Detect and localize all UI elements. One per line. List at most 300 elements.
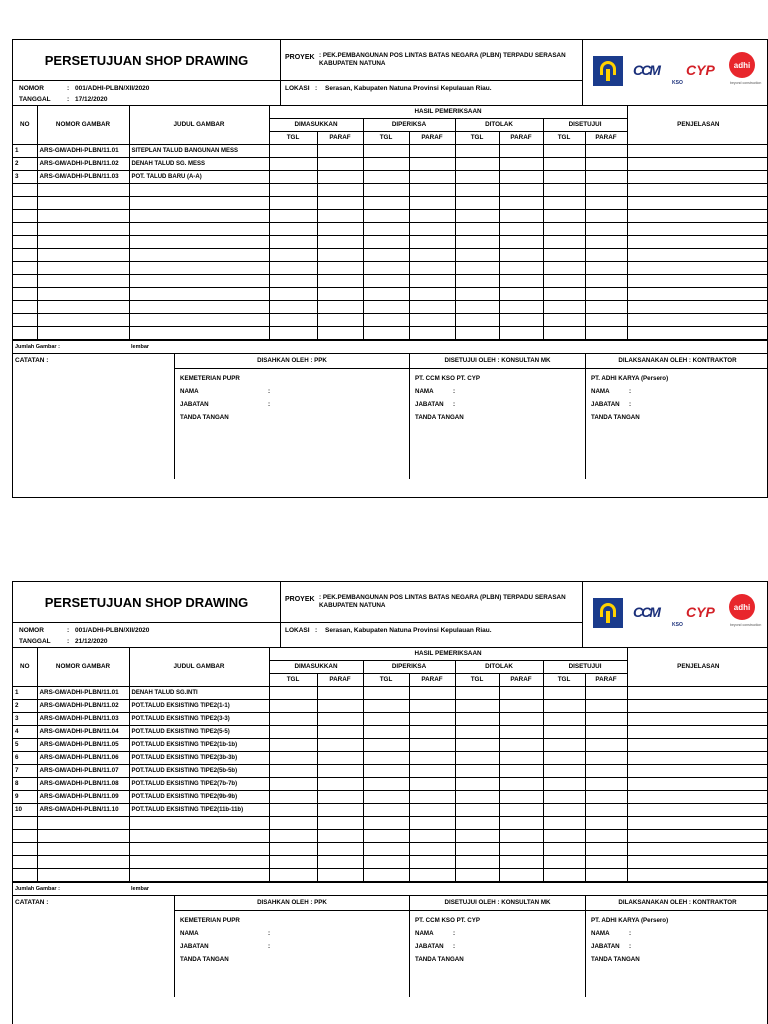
row-nomor-gambar xyxy=(37,816,129,829)
row-cell xyxy=(409,712,455,725)
table-row xyxy=(13,764,768,777)
col-nomor-gambar: NOMOR GAMBAR xyxy=(37,648,129,686)
jabatan-label: JABATAN xyxy=(415,400,444,408)
col-penjelasan: PENJELASAN xyxy=(627,648,768,686)
row-cell xyxy=(317,261,363,274)
col-tgl: TGL xyxy=(455,131,499,144)
row-cell xyxy=(455,157,499,170)
row-cell xyxy=(499,699,543,712)
row-cell xyxy=(317,803,363,816)
nama-colon: : xyxy=(453,929,456,937)
row-nomor-gambar xyxy=(37,868,129,881)
table-row xyxy=(13,300,768,313)
row-no xyxy=(13,209,37,222)
row-nomor-gambar xyxy=(37,209,129,222)
row-cell xyxy=(499,287,543,300)
shop-drawing-form-2 xyxy=(12,581,768,1024)
row-cell xyxy=(363,829,409,842)
ppk-org: KEMETERIAN PUPR xyxy=(180,374,240,382)
tanda-tangan-label: TANDA TANGAN xyxy=(180,413,229,421)
row-cell xyxy=(269,686,317,699)
ppk-org: KEMETERIAN PUPR xyxy=(180,916,240,924)
kso-logo: KSO xyxy=(672,80,683,86)
row-cell xyxy=(409,300,455,313)
row-cell xyxy=(543,170,585,183)
row-no: 3 xyxy=(13,170,37,183)
disahkan-label: DISAHKAN OLEH : PPK xyxy=(175,896,409,911)
row-cell xyxy=(317,248,363,261)
disahkan-label: DISAHKAN OLEH : PPK xyxy=(175,354,409,369)
row-cell xyxy=(409,725,455,738)
table-row xyxy=(13,777,768,790)
row-cell xyxy=(627,196,768,209)
row-no xyxy=(13,829,37,842)
row-cell xyxy=(499,725,543,738)
col-paraf: PARAF xyxy=(409,673,455,686)
row-cell xyxy=(543,274,585,287)
row-cell xyxy=(499,842,543,855)
lokasi-colon: : xyxy=(315,627,318,634)
row-cell xyxy=(269,196,317,209)
lokasi-block xyxy=(281,81,583,106)
tanggal-value: 21/12/2020 xyxy=(75,638,108,645)
row-judul-gambar: POT.TALUD EKSISTING TIPE2(1-1) xyxy=(129,699,269,712)
row-cell xyxy=(627,868,768,881)
proyek-block xyxy=(281,582,583,623)
proyek-value: : PEK.PEMBANGUNAN POS LINTAS BATAS NEGARA (PLBN) TERPADU SERASAN KABUPATEN NATUNA xyxy=(319,52,566,67)
drawing-table xyxy=(13,648,768,882)
col-dimasukkan: DIMASUKKAN xyxy=(269,660,363,673)
row-cell xyxy=(499,274,543,287)
jabatan-colon: : xyxy=(453,942,456,950)
row-no xyxy=(13,261,37,274)
table-row xyxy=(13,326,768,339)
row-cell xyxy=(363,326,409,339)
logos xyxy=(583,582,768,648)
row-cell xyxy=(317,868,363,881)
row-cell xyxy=(585,261,627,274)
ppk-column xyxy=(175,896,410,997)
row-judul-gambar: DENAH TALUD SG. MESS xyxy=(129,157,269,170)
dilaksanakan-label: DILAKSANAKAN OLEH : KONTRAKTOR xyxy=(586,896,768,911)
row-cell xyxy=(317,300,363,313)
row-cell xyxy=(409,829,455,842)
table-row xyxy=(13,686,768,699)
row-cell xyxy=(455,183,499,196)
row-judul-gambar: POT. TALUD BARU (A-A) xyxy=(129,170,269,183)
row-judul-gambar: SITEPLAN TALUD BANGUNAN MESS xyxy=(129,144,269,157)
table-row xyxy=(13,725,768,738)
row-cell xyxy=(627,183,768,196)
row-cell xyxy=(455,300,499,313)
row-cell xyxy=(455,855,499,868)
row-cell xyxy=(585,183,627,196)
row-cell xyxy=(499,803,543,816)
row-no xyxy=(13,842,37,855)
row-cell xyxy=(543,803,585,816)
nomor-colon: : xyxy=(67,85,70,92)
row-nomor-gambar xyxy=(37,274,129,287)
row-cell xyxy=(627,803,768,816)
table-row xyxy=(13,712,768,725)
row-cell xyxy=(585,738,627,751)
row-judul-gambar: POT.TALUD EKSISTING TIPE2(5-5) xyxy=(129,725,269,738)
row-cell xyxy=(363,222,409,235)
row-cell xyxy=(409,699,455,712)
tanda-tangan-label: TANDA TANGAN xyxy=(415,955,464,963)
row-cell xyxy=(585,144,627,157)
table-row xyxy=(13,274,768,287)
row-cell xyxy=(455,326,499,339)
row-cell xyxy=(627,144,768,157)
row-nomor-gambar: ARS-GM/ADHI-PLBN/11.02 xyxy=(37,699,129,712)
row-nomor-gambar xyxy=(37,842,129,855)
jabatan-colon: : xyxy=(629,942,632,950)
row-cell xyxy=(499,261,543,274)
jabatan-colon: : xyxy=(453,400,456,408)
table-row xyxy=(13,816,768,829)
jabatan-label: JABATAN xyxy=(591,400,620,408)
row-no: 6 xyxy=(13,751,37,764)
row-cell xyxy=(409,170,455,183)
adhi-logo: adhi xyxy=(729,52,755,78)
row-cell xyxy=(585,209,627,222)
row-nomor-gambar: ARS-GM/ADHI-PLBN/11.03 xyxy=(37,712,129,725)
row-no xyxy=(13,326,37,339)
row-nomor-gambar: ARS-GM/ADHI-PLBN/11.04 xyxy=(37,725,129,738)
row-cell xyxy=(543,777,585,790)
row-cell xyxy=(627,725,768,738)
jumlah-label: Jumlah Gambar : xyxy=(15,885,60,892)
row-cell xyxy=(317,738,363,751)
row-cell xyxy=(585,274,627,287)
row-cell xyxy=(543,790,585,803)
row-cell xyxy=(363,712,409,725)
row-judul-gambar xyxy=(129,196,269,209)
row-nomor-gambar xyxy=(37,196,129,209)
nama-label: NAMA xyxy=(180,929,199,937)
row-no xyxy=(13,248,37,261)
row-cell xyxy=(499,790,543,803)
table-row xyxy=(13,803,768,816)
row-cell xyxy=(585,699,627,712)
row-cell xyxy=(409,686,455,699)
row-cell xyxy=(499,738,543,751)
row-judul-gambar xyxy=(129,313,269,326)
row-cell xyxy=(269,751,317,764)
row-nomor-gambar xyxy=(37,829,129,842)
row-cell xyxy=(269,235,317,248)
nomor-value: 001/ADHI-PLBN/XII/2020 xyxy=(75,85,150,92)
adhi-tagline: beyond construction xyxy=(730,81,762,85)
row-cell xyxy=(455,274,499,287)
row-cell xyxy=(409,157,455,170)
kontraktor-org: PT. ADHI KARYA (Persero) xyxy=(591,916,669,924)
row-cell xyxy=(543,751,585,764)
row-cell xyxy=(409,738,455,751)
row-cell xyxy=(363,699,409,712)
row-cell xyxy=(455,699,499,712)
row-cell xyxy=(269,764,317,777)
row-cell xyxy=(363,248,409,261)
row-cell xyxy=(269,261,317,274)
row-nomor-gambar: ARS-GM/ADHI-PLBN/11.05 xyxy=(37,738,129,751)
col-judul-gambar: JUDUL GAMBAR xyxy=(129,648,269,686)
row-nomor-gambar: ARS-GM/ADHI-PLBN/11.06 xyxy=(37,751,129,764)
row-judul-gambar xyxy=(129,868,269,881)
col-paraf: PARAF xyxy=(409,131,455,144)
row-cell xyxy=(317,842,363,855)
row-cell xyxy=(585,157,627,170)
row-judul-gambar: POT.TALUD EKSISTING TIPE2(9b-9b) xyxy=(129,790,269,803)
row-cell xyxy=(409,803,455,816)
row-no xyxy=(13,274,37,287)
row-cell xyxy=(455,248,499,261)
kontraktor-org: PT. ADHI KARYA (Persero) xyxy=(591,374,669,382)
row-cell xyxy=(269,790,317,803)
col-no: NO xyxy=(13,106,37,144)
col-penjelasan: PENJELASAN xyxy=(627,106,768,144)
row-cell xyxy=(627,751,768,764)
col-tgl: TGL xyxy=(269,673,317,686)
row-cell xyxy=(585,868,627,881)
row-nomor-gambar: ARS-GM/ADHI-PLBN/11.02 xyxy=(37,157,129,170)
row-cell xyxy=(627,261,768,274)
row-cell xyxy=(269,144,317,157)
row-cell xyxy=(543,248,585,261)
disetujui-label: DISETUJUI OLEH : KONSULTAN MK xyxy=(410,896,585,911)
row-cell xyxy=(543,222,585,235)
row-cell xyxy=(269,712,317,725)
row-cell xyxy=(317,222,363,235)
jabatan-colon: : xyxy=(629,400,632,408)
row-cell xyxy=(499,816,543,829)
row-cell xyxy=(627,326,768,339)
col-diperiksa: DIPERIKSA xyxy=(363,118,455,131)
signature-block xyxy=(13,353,767,479)
row-cell xyxy=(269,326,317,339)
ccm-logo: CCM xyxy=(633,62,659,78)
col-tgl: TGL xyxy=(543,131,585,144)
row-judul-gambar xyxy=(129,248,269,261)
row-no xyxy=(13,868,37,881)
row-cell xyxy=(409,751,455,764)
row-nomor-gambar xyxy=(37,261,129,274)
drawing-table xyxy=(13,106,768,340)
row-cell xyxy=(363,855,409,868)
adhi-logo: adhi xyxy=(729,594,755,620)
row-cell xyxy=(543,157,585,170)
row-cell xyxy=(543,183,585,196)
row-cell xyxy=(363,751,409,764)
table-row xyxy=(13,842,768,855)
form-title: PERSETUJUAN SHOP DRAWING xyxy=(13,582,281,623)
row-cell xyxy=(363,209,409,222)
row-cell xyxy=(317,313,363,326)
row-cell xyxy=(269,777,317,790)
row-judul-gambar: POT.TALUD EKSISTING TIPE2(5b-5b) xyxy=(129,764,269,777)
row-cell xyxy=(627,300,768,313)
row-cell xyxy=(363,157,409,170)
row-cell xyxy=(585,725,627,738)
row-cell xyxy=(409,842,455,855)
row-cell xyxy=(499,868,543,881)
row-cell xyxy=(627,829,768,842)
row-cell xyxy=(269,183,317,196)
row-cell xyxy=(269,274,317,287)
tanda-tangan-label: TANDA TANGAN xyxy=(591,955,640,963)
row-cell xyxy=(455,842,499,855)
row-cell xyxy=(543,196,585,209)
row-cell xyxy=(269,209,317,222)
row-cell xyxy=(363,183,409,196)
proyek-label: PROYEK xyxy=(285,596,315,603)
kontraktor-column xyxy=(586,354,768,479)
row-cell xyxy=(363,868,409,881)
row-cell xyxy=(499,686,543,699)
row-cell xyxy=(543,738,585,751)
row-cell xyxy=(543,287,585,300)
col-ditolak: DITOLAK xyxy=(455,660,543,673)
row-cell xyxy=(317,157,363,170)
row-cell xyxy=(363,144,409,157)
row-cell xyxy=(409,313,455,326)
row-cell xyxy=(269,868,317,881)
col-judul-gambar: JUDUL GAMBAR xyxy=(129,106,269,144)
table-row xyxy=(13,855,768,868)
row-cell xyxy=(317,725,363,738)
row-nomor-gambar xyxy=(37,855,129,868)
row-cell xyxy=(317,712,363,725)
row-cell xyxy=(269,816,317,829)
row-cell xyxy=(543,725,585,738)
row-judul-gambar xyxy=(129,326,269,339)
row-cell xyxy=(543,209,585,222)
row-judul-gambar xyxy=(129,287,269,300)
row-cell xyxy=(499,855,543,868)
row-nomor-gambar: ARS-GM/ADHI-PLBN/11.10 xyxy=(37,803,129,816)
row-judul-gambar: POT.TALUD EKSISTING TIPE2(1b-1b) xyxy=(129,738,269,751)
adhi-tagline: beyond construction xyxy=(730,623,762,627)
row-cell xyxy=(455,313,499,326)
lokasi-value: Serasan, Kabupaten Natuna Provinsi Kepulauan Riau. xyxy=(325,85,492,92)
row-cell xyxy=(543,300,585,313)
row-no xyxy=(13,287,37,300)
row-cell xyxy=(499,829,543,842)
row-cell xyxy=(627,248,768,261)
row-cell xyxy=(585,326,627,339)
signature-block xyxy=(13,895,767,997)
row-cell xyxy=(455,144,499,157)
col-dimasukkan: DIMASUKKAN xyxy=(269,118,363,131)
table-row xyxy=(13,261,768,274)
ppk-column xyxy=(175,354,410,479)
tanda-tangan-label: TANDA TANGAN xyxy=(591,413,640,421)
row-cell xyxy=(585,248,627,261)
row-nomor-gambar xyxy=(37,300,129,313)
row-cell xyxy=(627,712,768,725)
col-paraf: PARAF xyxy=(499,131,543,144)
proyek-value: : PEK.PEMBANGUNAN POS LINTAS BATAS NEGARA (PLBN) TERPADU SERASAN KABUPATEN NATUNA xyxy=(319,594,566,609)
form-title: PERSETUJUAN SHOP DRAWING xyxy=(13,40,281,81)
row-no xyxy=(13,313,37,326)
col-paraf: PARAF xyxy=(317,673,363,686)
row-cell xyxy=(269,725,317,738)
row-no: 4 xyxy=(13,725,37,738)
table-row xyxy=(13,248,768,261)
nama-label: NAMA xyxy=(591,387,610,395)
tanggal-colon: : xyxy=(67,638,70,645)
row-no: 10 xyxy=(13,803,37,816)
row-cell xyxy=(269,248,317,261)
row-cell xyxy=(269,738,317,751)
row-cell xyxy=(585,842,627,855)
row-cell xyxy=(269,170,317,183)
row-no: 7 xyxy=(13,764,37,777)
row-no: 1 xyxy=(13,686,37,699)
row-cell xyxy=(363,725,409,738)
kso-logo: KSO xyxy=(672,622,683,628)
col-ditolak: DITOLAK xyxy=(455,118,543,131)
shop-drawing-form-1 xyxy=(12,39,768,498)
col-paraf: PARAF xyxy=(317,131,363,144)
row-cell xyxy=(585,751,627,764)
table-row xyxy=(13,157,768,170)
row-cell xyxy=(317,699,363,712)
form-meta xyxy=(13,623,281,648)
row-cell xyxy=(317,274,363,287)
row-cell xyxy=(409,274,455,287)
row-cell xyxy=(363,842,409,855)
row-nomor-gambar: ARS-GM/ADHI-PLBN/11.08 xyxy=(37,777,129,790)
row-cell xyxy=(627,764,768,777)
row-cell xyxy=(455,803,499,816)
row-cell xyxy=(317,751,363,764)
proyek-label: PROYEK xyxy=(285,54,315,61)
row-cell xyxy=(317,777,363,790)
row-cell xyxy=(499,300,543,313)
jumlah-gambar xyxy=(13,882,767,895)
row-cell xyxy=(627,855,768,868)
col-tgl: TGL xyxy=(363,131,409,144)
row-cell xyxy=(409,222,455,235)
row-cell xyxy=(409,209,455,222)
row-cell xyxy=(409,261,455,274)
row-cell xyxy=(363,790,409,803)
row-cell xyxy=(455,816,499,829)
jabatan-colon: : xyxy=(268,942,271,950)
row-cell xyxy=(455,712,499,725)
mk-column xyxy=(410,896,586,997)
cyp-logo: CYP xyxy=(686,604,715,620)
row-cell xyxy=(499,209,543,222)
row-cell xyxy=(585,222,627,235)
table-row xyxy=(13,196,768,209)
lokasi-label: LOKASI xyxy=(285,627,310,634)
row-cell xyxy=(317,144,363,157)
kontraktor-column xyxy=(586,896,768,997)
row-cell xyxy=(627,699,768,712)
col-paraf: PARAF xyxy=(585,131,627,144)
table-row xyxy=(13,222,768,235)
row-cell xyxy=(585,764,627,777)
row-cell xyxy=(499,777,543,790)
col-nomor-gambar: NOMOR GAMBAR xyxy=(37,106,129,144)
disetujui-label: DISETUJUI OLEH : KONSULTAN MK xyxy=(410,354,585,369)
row-cell xyxy=(455,170,499,183)
row-cell xyxy=(585,777,627,790)
row-cell xyxy=(363,777,409,790)
